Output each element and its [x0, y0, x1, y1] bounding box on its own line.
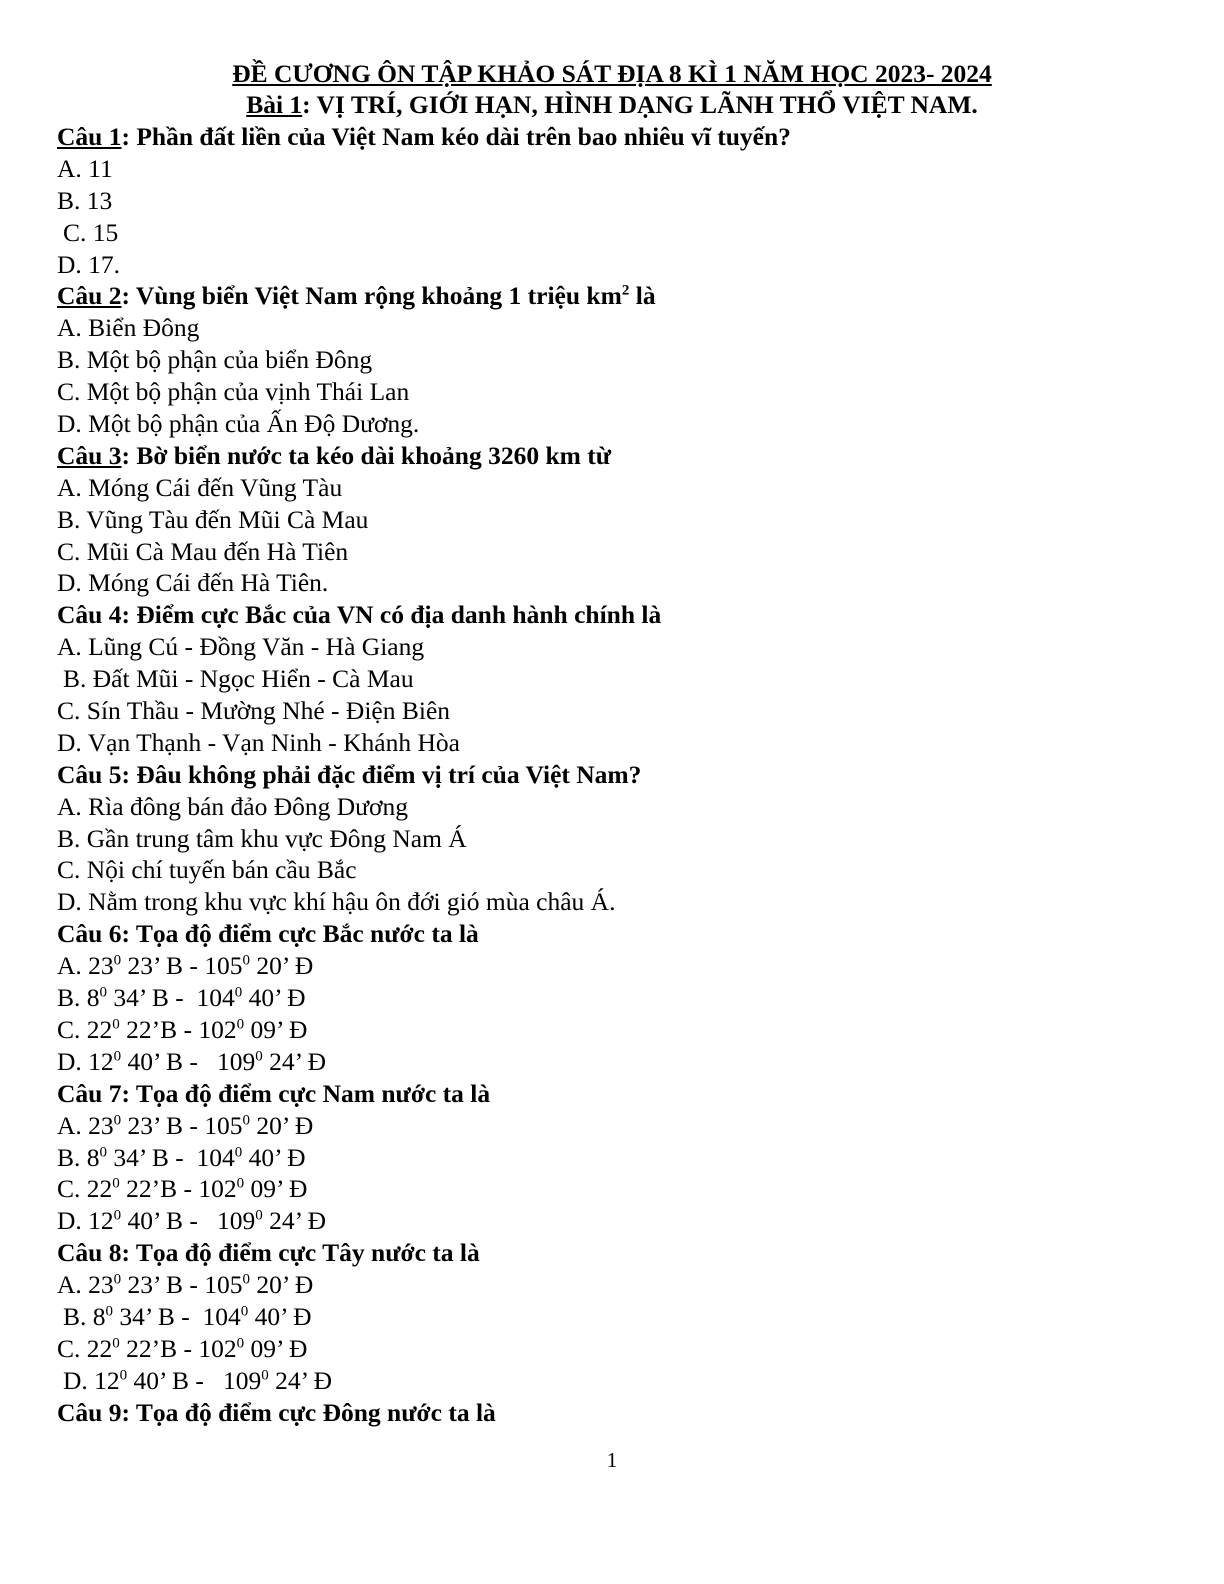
option-6a: A. $23^0$ 23’ B - $105^0$ 20’ Đ	[57, 951, 314, 981]
question-1	[57, 121, 1177, 153]
option-4d: D. Vạn Thạnh - Vạn Ninh - Khánh Hòa	[57, 727, 460, 757]
option-4b: B. Đất Mũi - Ngọc Hiển - Cà Mau	[63, 664, 414, 694]
option-1d: D. 17.	[57, 249, 121, 279]
question-5: Câu 5: Đâu không phải đặc điểm vị trí của Việt Nam?	[57, 759, 642, 789]
question-number: Câu 1	[57, 122, 122, 151]
option-1c: C. 15	[63, 217, 119, 247]
question-3	[57, 440, 1177, 472]
option-2b: B. Một bộ phận của biển Đông	[57, 345, 373, 375]
question-6: Câu 6: Tọa độ điểm cực Bắc nước ta là	[57, 919, 479, 949]
question-text: : Phần đất liền của Việt Nam kéo dài trên bao nhiêu vĩ tuyến?	[121, 122, 791, 151]
question-7: Câu 7: Tọa độ điểm cực Nam nước ta là	[57, 1078, 491, 1108]
option-6d: D. $12^0$ 40’ B - $109^0$ 24’ Đ	[57, 1046, 327, 1076]
option-5d: D. Nằm trong khu vực khí hậu ôn đới gió mùa châu Á.	[57, 887, 616, 917]
option-3d: D. Móng Cái đến Hà Tiên.	[57, 568, 329, 598]
question-2	[57, 280, 1177, 312]
question-text-end: là	[629, 281, 656, 311]
option-5c: C. Nội chí tuyến bán cầu Bắc	[57, 855, 357, 885]
superscript: 2	[621, 282, 630, 299]
question-text: : Bờ biển nước ta kéo dài khoảng 3260 km từ	[121, 440, 612, 470]
option-7d: D. $12^0$ 40’ B - $109^0$ 24’ Đ	[57, 1206, 327, 1236]
option-4a: A. Lũng Cú - Đồng Văn - Hà Giang	[57, 632, 425, 662]
option-3c: C. Mũi Cà Mau đến Hà Tiên	[57, 536, 349, 566]
option-8b: B. $8^0$ 34’ B - $104^0$ 40’ Đ	[63, 1301, 312, 1331]
question-9: Câu 9: Tọa độ điểm cực Đông nước ta là	[57, 1397, 496, 1427]
option-4c: C. Sín Thầu - Mường Nhé - Điện Biên	[57, 696, 451, 726]
option-1b: B. 13	[57, 185, 113, 215]
option-8c: C. $22^0$ 22’B - $102^0$ 09’ Đ	[57, 1333, 308, 1363]
document-title: ĐỀ CƯƠNG ÔN TẬP KHẢO SÁT ĐỊA 8 KÌ 1 NĂM HỌC 2023- 2024	[232, 59, 992, 88]
lesson-heading	[0, 89, 1224, 121]
option-1a: A. 11	[57, 153, 113, 183]
lesson-title: : VỊ TRÍ, GIỚI HẠN, HÌNH DẠNG LÃNH THỔ VIỆT NAM.	[302, 90, 978, 119]
lesson-label: Bài 1	[246, 90, 303, 119]
question-list	[57, 121, 1177, 1429]
option-7a: A. $23^0$ 23’ B - $105^0$ 20’ Đ	[57, 1110, 314, 1140]
question-number: Câu 3	[57, 440, 122, 470]
option-3a: A. Móng Cái đến Vũng Tàu	[57, 472, 343, 502]
option-3b: B. Vũng Tàu đến Mũi Cà Mau	[57, 504, 369, 534]
option-7c: C. $22^0$ 22’B - $102^0$ 09’ Đ	[57, 1174, 308, 1204]
option-8a: A. $23^0$ 23’ B - $105^0$ 20’ Đ	[57, 1270, 314, 1300]
option-5a: A. Rìa đông bán đảo Đông Dương	[57, 791, 408, 821]
question-4: Câu 4: Điểm cực Bắc của VN có địa danh hành chính là	[57, 600, 662, 630]
option-6b: B. $8^0$ 34’ B - $104^0$ 40’ Đ	[57, 983, 306, 1013]
option-2d: D. Một bộ phận của Ấn Độ Dương.	[57, 409, 420, 439]
option-5b: B. Gần trung tâm khu vực Đông Nam Á	[57, 823, 467, 853]
option-2c: C. Một bộ phận của vịnh Thái Lan	[57, 377, 410, 407]
option-6c: C. $22^0$ 22’B - $102^0$ 09’ Đ	[57, 1014, 308, 1044]
option-2a: A. Biển Đông	[57, 313, 200, 343]
question-8: Câu 8: Tọa độ điểm cực Tây nước ta là	[57, 1238, 480, 1268]
option-7b: B. $8^0$ 34’ B - $104^0$ 40’ Đ	[57, 1142, 306, 1172]
page-number: 1	[606, 1448, 618, 1472]
question-text: : Vùng biển Việt Nam rộng khoảng 1 triệu km	[121, 281, 622, 311]
question-number: Câu 2	[57, 281, 122, 311]
option-8d: D. $12^0$ 40’ B - $109^0$ 24’ Đ	[63, 1365, 333, 1395]
